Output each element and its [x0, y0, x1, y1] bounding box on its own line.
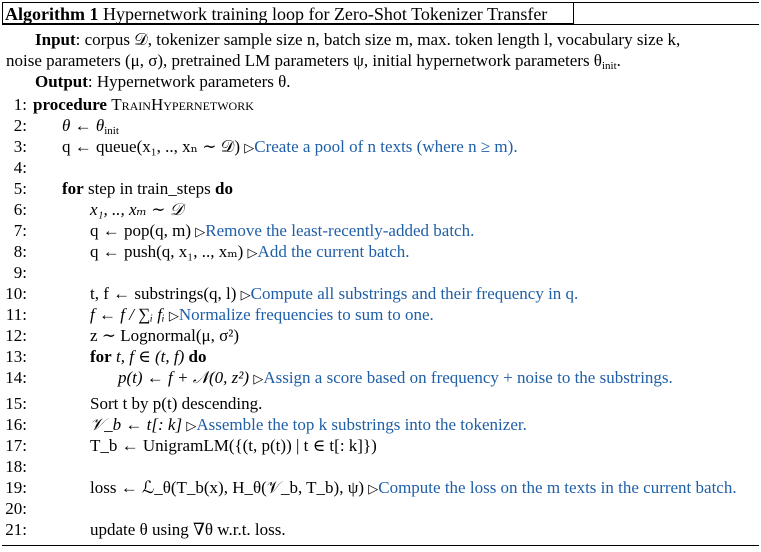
- line-number: 9:: [13, 263, 27, 282]
- code: z ∼ Lognormal(μ, σ²): [90, 326, 240, 345]
- line-number: 21:: [5, 520, 27, 539]
- algo-line-8: [90, 242, 410, 263]
- line-number: 16:: [5, 415, 27, 434]
- comment-triangle-icon: ▷: [168, 308, 179, 323]
- comment-triangle-icon: ▷: [253, 371, 264, 386]
- line-number: 20:: [5, 499, 27, 518]
- line-number: 18:: [5, 457, 27, 476]
- code: update θ using ∇θ w.r.t. loss.: [90, 520, 286, 539]
- output-text: : Hypernetwork parameters θ.: [87, 72, 291, 91]
- input-text-1: : corpus 𝒟, tokenizer sample size n, batch size m, max. token length l, vocabulary size k,: [75, 30, 681, 49]
- algo-line-21: [90, 520, 286, 540]
- algo-line-15: [90, 394, 262, 414]
- line-number: 3:: [13, 137, 27, 156]
- input-text-2-sub: init: [601, 60, 617, 72]
- input-text-2: noise parameters (μ, σ), pretrained LM parameters ψ, initial hypernetwork parameters θ: [6, 51, 602, 70]
- comment: Remove the least-recently-added batch.: [205, 221, 475, 240]
- comment: Compute the loss on the m texts in the current batch.: [378, 478, 737, 497]
- algo-line-13: [90, 347, 207, 367]
- keyword: do: [214, 179, 233, 198]
- code: t, f ← substrings(q, l): [90, 284, 237, 303]
- line-number: 1:: [13, 95, 27, 114]
- algo-line-3: [62, 137, 518, 158]
- line-number: 5:: [13, 179, 27, 198]
- line-number: 15:: [5, 394, 27, 413]
- algorithm-caption: [5, 3, 547, 25]
- algo-line-5: [62, 179, 233, 199]
- keyword: procedure: [33, 95, 107, 114]
- algo-line-10: [90, 284, 578, 305]
- keyword: for: [90, 347, 112, 366]
- comment: Assign a score based on frequency + noise to the substrings.: [263, 368, 673, 387]
- code: q ← queue(x₁, .., xₙ ∼ 𝒟): [62, 137, 241, 156]
- algo-line-16: [90, 415, 527, 436]
- comment: Compute all substrings and their frequency in q.: [250, 284, 579, 303]
- code: q ← pop(q, m): [90, 221, 192, 240]
- algo-line-14: [118, 368, 673, 389]
- line-number: 4:: [13, 158, 27, 177]
- line-number: 13:: [5, 347, 27, 366]
- comment: Normalize frequencies to sum to one.: [178, 305, 434, 324]
- output-line: [35, 72, 291, 92]
- line-number: 11:: [5, 305, 27, 324]
- line-number: 6:: [13, 200, 27, 219]
- keyword: for: [62, 179, 84, 198]
- loop-text: t, f ∈ (t, f): [115, 347, 185, 366]
- bottom-rule: [2, 545, 759, 546]
- algo-line-6: [90, 200, 183, 220]
- algo-line-12: [90, 326, 239, 346]
- algo-line-7: [90, 221, 474, 242]
- keyword: do: [188, 347, 207, 366]
- algorithm-title: Hypernetwork training loop for Zero-Shot Tokenizer Transfer: [103, 4, 548, 24]
- code-sub: init: [104, 125, 119, 137]
- code: p(t) ← f + 𝒩(0, z²): [118, 368, 250, 387]
- comment: Create a pool of n texts (where n ≥ m).: [254, 137, 518, 156]
- input-label: Input: [35, 30, 76, 49]
- input-text-2-end: .: [616, 51, 621, 70]
- comment-triangle-icon: ▷: [247, 245, 258, 260]
- algorithm-label: Algorithm 1: [5, 4, 99, 24]
- algo-line-17: [90, 436, 377, 456]
- code: θ ← θ: [62, 116, 105, 135]
- line-number: 12:: [5, 326, 27, 345]
- algo-line-1: [33, 95, 254, 115]
- line-number: 10:: [5, 284, 27, 303]
- procedure-name: TrainHypernetwork: [111, 95, 254, 114]
- comment-triangle-icon: ▷: [186, 418, 197, 433]
- comment-triangle-icon: ▷: [368, 481, 379, 496]
- code: loss ← ℒ_θ(T_b(x), H_θ(𝒱_b, T_b), ψ): [90, 478, 364, 497]
- comment: Add the current batch.: [257, 242, 410, 261]
- code: q ← push(q, x₁, .., xₘ): [90, 242, 244, 261]
- output-label: Output: [35, 72, 88, 91]
- line-number: 14:: [5, 368, 27, 387]
- code: x₁, .., xₘ ∼ 𝒟: [90, 200, 184, 219]
- algo-line-19: [90, 478, 737, 499]
- algo-line-11: [90, 305, 434, 326]
- input-line-1: [35, 30, 680, 50]
- code: 𝒱_b ← t[: k]: [90, 415, 183, 434]
- code: T_b ← UnigramLM({(t, p(t)) | t ∈ t[: k]}): [90, 436, 377, 455]
- line-number: 19:: [5, 478, 27, 497]
- comment: Assemble the top k substrings into the tokenizer.: [196, 415, 527, 434]
- line-number: 7:: [13, 221, 27, 240]
- comment-triangle-icon: ▷: [240, 287, 251, 302]
- title-rule: [2, 24, 759, 25]
- code: Sort t by p(t) descending.: [90, 394, 263, 413]
- loop-text: step in train_steps: [87, 179, 211, 198]
- line-number: 8:: [13, 242, 27, 261]
- comment-triangle-icon: ▷: [195, 224, 206, 239]
- comment-triangle-icon: ▷: [244, 140, 255, 155]
- code: f ← f / ∑ᵢ fᵢ: [90, 305, 165, 324]
- line-number: 17:: [5, 436, 27, 455]
- line-number: 2:: [13, 116, 27, 135]
